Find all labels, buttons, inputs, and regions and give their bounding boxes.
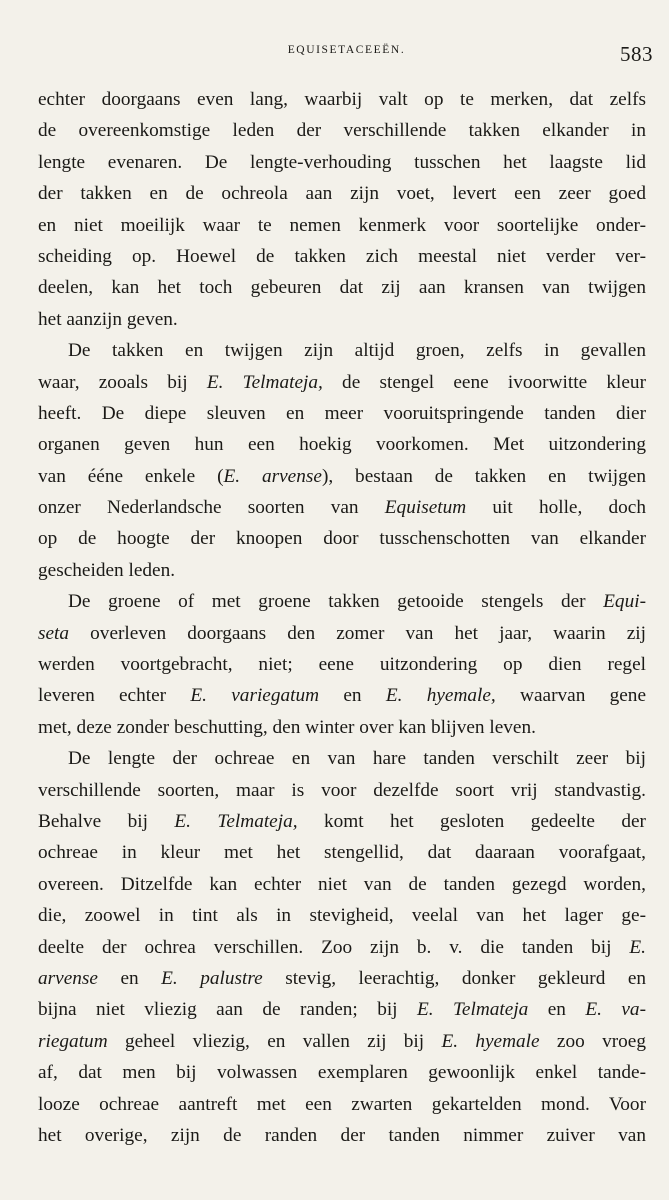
- text-line: [38, 304, 646, 335]
- text-run: waarvan gene: [495, 685, 647, 707]
- text-run: uit holle, doch: [466, 497, 646, 519]
- text-line: [38, 649, 646, 680]
- text-run: geheel vliezig, en vallen zij bij: [107, 1030, 442, 1052]
- text-line: [38, 806, 646, 837]
- italic-text: E.: [629, 936, 646, 958]
- italic-text: E. hyemale: [441, 1030, 540, 1052]
- text-run: het aanzijn geven.: [38, 308, 178, 330]
- text-line: [38, 398, 646, 429]
- text-line: [38, 743, 646, 774]
- italic-text: E. Telmateja: [416, 999, 529, 1021]
- italic-text: E. arvense: [223, 465, 322, 487]
- text-line: [38, 963, 646, 994]
- text-line: [38, 84, 646, 115]
- text-line: [38, 523, 646, 554]
- text-run: en: [319, 685, 386, 707]
- text-line: [38, 900, 646, 931]
- text-run: overeen. Ditzelfde kan echter niet van de tanden gezegd worden,: [38, 873, 646, 895]
- text-line: [38, 555, 646, 586]
- text-line: [38, 618, 646, 649]
- italic-text: Equisetum: [384, 497, 467, 519]
- text-run: echter doorgaans even lang, waarbij valt op te merken, dat zelfs: [38, 89, 646, 110]
- text-line: [38, 367, 646, 398]
- italic-text: riegatum: [38, 1030, 108, 1052]
- page-number: 583: [620, 42, 653, 66]
- page-header: [40, 42, 653, 72]
- text-run: verschillende soorten, maar is voor dezelfde soort vrij standvastig.: [38, 779, 646, 801]
- italic-text: E. variegatum: [190, 685, 320, 707]
- text-line: [38, 1120, 646, 1151]
- text-run: looze ochreae aantreft met een zwarten gekartelden mond. Voor: [38, 1093, 646, 1115]
- text-run: stevig, leerachtig, donker gekleurd en: [262, 967, 647, 989]
- text-line: [38, 241, 646, 272]
- text-line: [38, 429, 646, 460]
- text-line: [38, 178, 646, 209]
- text-run: van ééne enkele (: [38, 465, 224, 487]
- text-run: die, zoowel in tint als in stevigheid, veelal van het lager ge-: [38, 905, 646, 927]
- italic-text: Equi-: [603, 591, 646, 613]
- text-run: De takken en twijgen zijn altijd groen, zelfs in gevallen: [68, 340, 646, 362]
- text-run: werden voortgebracht, niet; eene uitzondering op dien regel: [38, 654, 646, 676]
- text-run: organen geven hun een hoekig voorkomen. Met uitzondering: [38, 434, 646, 456]
- text-run: en: [97, 967, 162, 989]
- text-line: [38, 210, 646, 241]
- text-line: [38, 1089, 646, 1120]
- text-line: [38, 932, 646, 963]
- text-run: onzer Nederlandsche soorten van: [38, 497, 385, 519]
- text-line: [38, 461, 646, 492]
- text-line: [38, 1026, 646, 1057]
- italic-text: arvense: [38, 967, 98, 989]
- text-run: bijna niet vliezig aan de randen; bij: [38, 999, 417, 1021]
- text-run: heeft. De diepe sleuven en meer vooruitspringende tanden dier: [38, 402, 646, 424]
- text-run: leveren echter: [38, 685, 191, 707]
- text-run: het overige, zijn de randen der tanden nimmer zuiver van: [38, 1124, 646, 1146]
- text-run: ), bestaan de takken en twijgen: [321, 465, 646, 487]
- text-run: deelen, kan het toch gebeuren dat zij aan kransen van twijgen: [38, 277, 646, 299]
- text-line: [38, 272, 646, 303]
- italic-text: E. va-: [585, 999, 646, 1021]
- text-run: en niet moeilijk waar te nemen kenmerk voor soortelijke onder-: [38, 214, 646, 236]
- text-run: ochreae in kleur met het stengellid, dat daaraan voorafgaat,: [38, 842, 646, 864]
- text-line: [38, 492, 646, 523]
- text-run: deelte der ochrea verschillen. Zoo zijn b. v. die tanden bij: [38, 936, 630, 958]
- running-head: EQUISETACEEËN.: [287, 44, 406, 56]
- text-line: [38, 712, 646, 743]
- italic-text: E. Telmateja,: [206, 371, 323, 393]
- text-run: en: [528, 999, 586, 1021]
- italic-text: E. hyemale,: [385, 685, 496, 707]
- italic-text: E. Telmateja,: [174, 810, 298, 832]
- text-line: [38, 115, 646, 146]
- text-line: [38, 147, 646, 178]
- text-run: overleven doorgaans den zomer van het jaar, waarin zij: [69, 622, 646, 644]
- text-run: gescheiden leden.: [38, 559, 176, 581]
- text-line: [38, 335, 646, 366]
- text-line: [38, 994, 646, 1025]
- text-line: [38, 680, 646, 711]
- text-run: De lengte der ochreae en van hare tanden verschilt zeer bij: [68, 748, 646, 770]
- text-run: De groene of met groene takken getooide stengels der: [68, 591, 604, 613]
- text-line: [38, 586, 646, 617]
- text-run: waar, zooals bij: [38, 371, 207, 393]
- text-run: af, dat men bij volwassen exemplaren gewoonlijk enkel tande-: [38, 1062, 646, 1084]
- text-run: Behalve bij: [38, 810, 175, 832]
- text-run: der takken en de ochreola aan zijn voet, levert een zeer goed: [38, 183, 646, 205]
- text-run: scheiding op. Hoewel de takken zich meestal niet verder ver-: [38, 245, 646, 267]
- text-run: de overeenkomstige leden der verschillende takken elkander in: [38, 120, 646, 142]
- text-run: met, deze zonder beschutting, den winter over kan blijven leven.: [38, 716, 536, 738]
- text-run: komt het gesloten gedeelte der: [297, 810, 646, 832]
- text-run: lengte evenaren. De lengte-verhouding tusschen het laagste lid: [38, 151, 646, 173]
- text-run: de stengel eene ivoorwitte kleur: [322, 371, 646, 393]
- text-line: [38, 837, 646, 868]
- text-line: [38, 1057, 646, 1088]
- text-line: [38, 775, 646, 806]
- text-run: op de hoogte der knoopen door tusschenschotten van elkander: [38, 528, 646, 550]
- italic-text: seta: [38, 622, 70, 644]
- italic-text: E. palustre: [161, 967, 263, 989]
- text-run: zoo vroeg: [539, 1030, 646, 1052]
- body-text: [38, 84, 646, 1151]
- text-line: [38, 869, 646, 900]
